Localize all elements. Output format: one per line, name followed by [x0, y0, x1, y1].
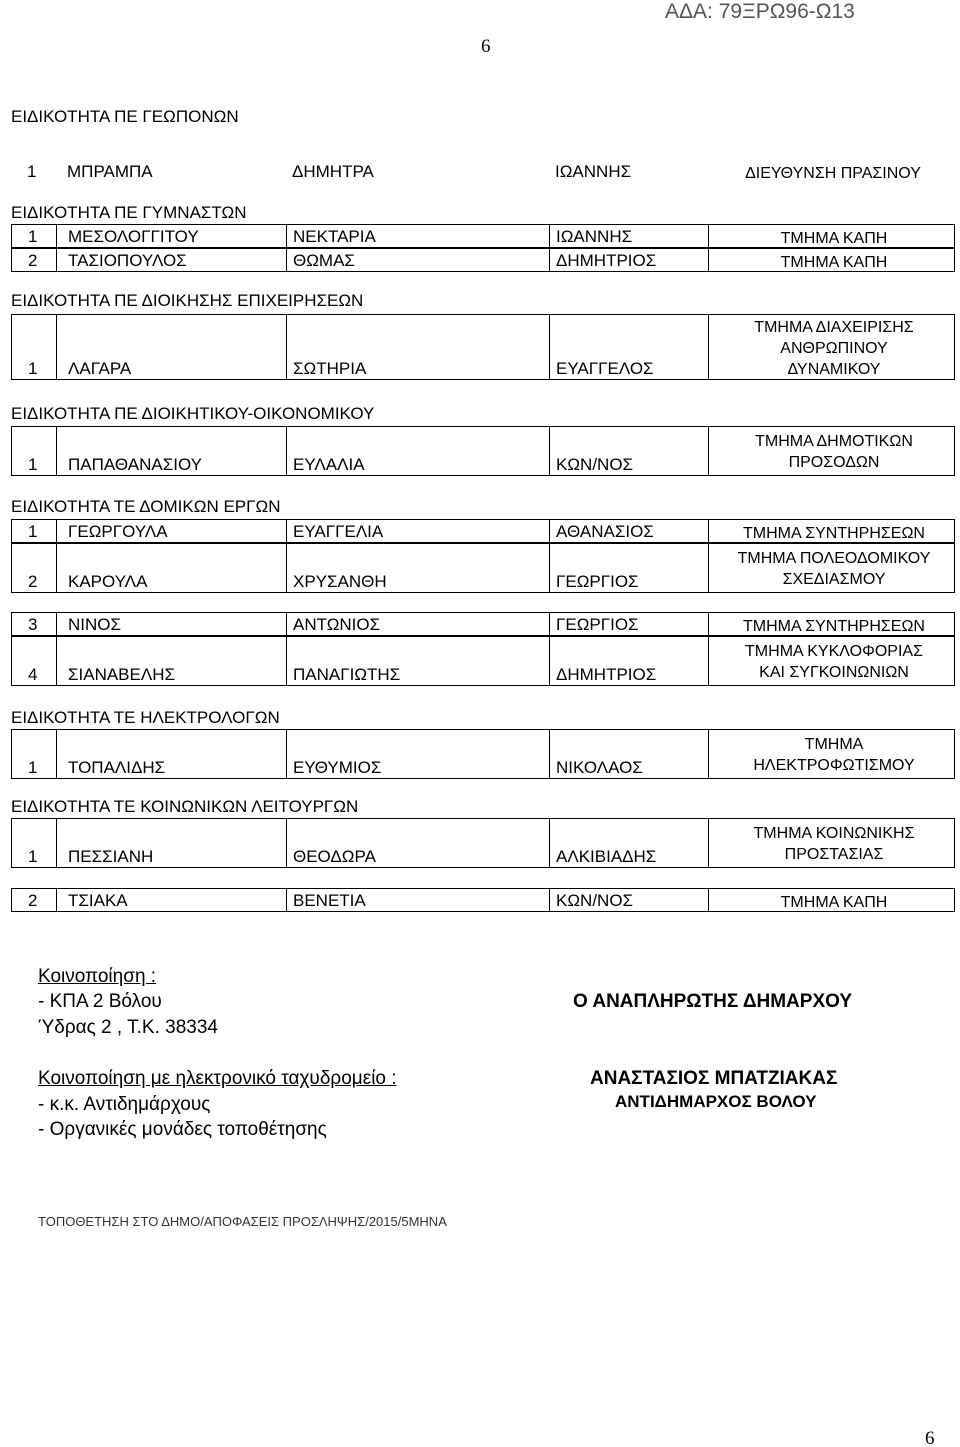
father-name-cell: ΔΗΜΗΤΡΙΟΣ	[556, 251, 657, 270]
row-number: 1	[28, 522, 38, 541]
column-divider	[286, 249, 287, 271]
ada-code: ΑΔΑ: 79ΞΡΩ96-Ω13	[665, 0, 855, 23]
column-divider	[549, 225, 550, 247]
department-cell: ΔΥΝΑΜΙΚΟΥ	[787, 361, 881, 378]
table-row	[11, 426, 955, 476]
table-row	[11, 818, 955, 868]
department-cell: ΠΡΟΣΤΑΣΙΑΣ	[784, 846, 884, 863]
email-notification-line: - κ.κ. Αντιδημάρχους	[38, 1094, 211, 1115]
column-divider	[56, 315, 57, 379]
column-divider	[549, 819, 550, 867]
father-name-cell: ΚΩΝ/ΝΟΣ	[556, 455, 634, 474]
table-row	[11, 314, 955, 380]
notification-line: Ύδρας 2 , Τ.Κ. 38334	[38, 1017, 218, 1038]
department-cell: ΑΝΘΡΩΠΙΝΟΥ	[780, 340, 888, 357]
row-number: 2	[28, 572, 38, 591]
column-divider	[286, 315, 287, 379]
first-name-cell: ΕΥΛΑΛΙΑ	[293, 455, 365, 474]
table-row	[11, 612, 955, 636]
surname-cell: ΠΑΠΑΘΑΝΑΣΙΟΥ	[68, 455, 202, 474]
table-row	[11, 636, 955, 686]
column-divider	[56, 427, 57, 475]
column-divider	[56, 889, 57, 911]
column-divider	[56, 520, 57, 542]
first-name-cell: ΧΡΥΣΑΝΘΗ	[293, 572, 387, 591]
surname-cell: ΜΠΡΑΜΠΑ	[67, 162, 153, 181]
notification-line: - ΚΠΑ 2 Βόλου	[38, 991, 162, 1012]
father-name-cell: ΓΕΩΡΓΙΟΣ	[556, 572, 639, 591]
father-name-cell: ΙΩΑΝΝΗΣ	[556, 227, 633, 246]
column-divider	[56, 819, 57, 867]
column-divider	[56, 544, 57, 592]
first-name-cell: ΣΩΤΗΡΙΑ	[293, 359, 367, 378]
section-title: ΕΙΔΙΚΟΤΗΤΑ ΠΕ ΔΙΟΙΚΗΣΗΣ ΕΠΙΧΕΙΡΗΣΕΩΝ	[11, 291, 364, 310]
father-name-cell: ΝΙΚΟΛΑΟΣ	[556, 758, 643, 777]
row-number: 1	[28, 758, 38, 777]
first-name-cell: ΝΕΚΤΑΡΙΑ	[293, 227, 376, 246]
first-name-cell: ΘΕΟΔΩΡΑ	[293, 847, 376, 866]
row-number: 1	[28, 359, 38, 378]
column-divider	[286, 613, 287, 635]
column-divider	[56, 637, 57, 685]
column-divider	[286, 637, 287, 685]
column-divider	[549, 889, 550, 911]
column-divider	[56, 249, 57, 271]
signature-title: ΑΝΤΙΔΗΜΑΡΧΟΣ ΒΟΛΟΥ	[615, 1092, 817, 1111]
first-name-cell: ΘΩΜΑΣ	[293, 251, 355, 270]
surname-cell: ΠΕΣΣΙΑΝΗ	[68, 847, 154, 866]
row-number: 3	[28, 615, 38, 634]
department-cell: ΔΙΕΥΘΥΝΣΗ ΠΡΑΣΙΝΟΥ	[745, 165, 921, 182]
email-notification-heading: Κοινοποίηση με ηλεκτρονικό ταχυδρομείο :	[38, 1068, 397, 1089]
surname-cell: ΤΟΠΑΛΙΔΗΣ	[68, 758, 166, 777]
department-cell: ΤΜΗΜΑ ΚΟΙΝΩΝΙΚΗΣ	[753, 825, 915, 842]
department-cell: ΤΜΗΜΑ ΠΟΛΕΟΔΟΜΙΚΟΥ	[737, 550, 931, 567]
surname-cell: ΜΕΣΟΛΟΓΓΙΤΟΥ	[68, 227, 199, 246]
surname-cell: ΛΑΓΑΡΑ	[68, 359, 132, 378]
department-cell: ΤΜΗΜΑ ΚΥΚΛΟΦΟΡΙΑΣ	[745, 643, 923, 660]
footer-path: ΤΟΠΟΘΕΤΗΣΗ ΣΤΟ ΔΗΜΟ/ΑΠΟΦΑΣΕΙΣ ΠΡΟΣΛΗΨΗΣ/2015/5ΜΗΝΑ	[38, 1214, 447, 1229]
surname-cell: ΣΙΑΝΑΒΕΛΗΣ	[68, 665, 176, 684]
row-number: 1	[28, 847, 38, 866]
father-name-cell: ΑΛΚΙΒΙΑΔΗΣ	[556, 847, 657, 866]
row-number: 2	[28, 891, 38, 910]
department-cell: ΤΜΗΜΑ ΚΑΠΗ	[780, 894, 888, 911]
row-number: 2	[28, 251, 38, 270]
row-number: 1	[27, 162, 37, 181]
father-name-cell: ΕΥΑΓΓΕΛΟΣ	[556, 359, 654, 378]
section-title: ΕΙΔΙΚΟΤΗΤΑ ΤΕ ΚΟΙΝΩΝΙΚΩΝ ΛΕΙΤΟΥΡΓΩΝ	[11, 797, 359, 816]
column-divider	[56, 730, 57, 778]
column-divider	[549, 315, 550, 379]
first-name-cell: ΔΗΜΗΤΡΑ	[292, 162, 374, 181]
row-number: 1	[28, 455, 38, 474]
father-name-cell: ΙΩΑΝΝΗΣ	[555, 162, 632, 181]
column-divider	[549, 427, 550, 475]
surname-cell: ΤΑΣΙΟΠΟΥΛΟΣ	[68, 251, 187, 270]
signature-role: Ο ΑΝΑΠΛΗΡΩΤΗΣ ΔΗΜΑΡΧΟΥ	[573, 991, 853, 1012]
table-row	[11, 248, 955, 272]
father-name-cell: ΓΕΩΡΓΙΟΣ	[556, 615, 639, 634]
department-cell: ΤΜΗΜΑ ΚΑΠΗ	[780, 254, 888, 271]
column-divider	[549, 544, 550, 592]
column-divider	[549, 637, 550, 685]
table-row	[11, 519, 955, 543]
table-row	[11, 729, 955, 779]
column-divider	[286, 544, 287, 592]
table-row	[11, 888, 955, 912]
first-name-cell: ΑΝΤΩΝΙΟΣ	[293, 615, 381, 634]
page-number-bottom: 6	[925, 1428, 935, 1447]
section-title: ΕΙΔΙΚΟΤΗΤΑ ΠΕ ΓΥΜΝΑΣΤΩΝ	[11, 203, 247, 222]
department-cell: ΚΑΙ ΣΥΓΚΟΙΝΩΝΙΩΝ	[759, 664, 909, 681]
first-name-cell: ΕΥΘΥΜΙΟΣ	[293, 758, 382, 777]
table-row	[11, 148, 955, 184]
department-cell: ΤΜΗΜΑ ΔΗΜΟΤΙΚΩΝ	[755, 433, 913, 450]
department-cell: ΤΜΗΜΑ ΣΥΝΤΗΡΗΣΕΩΝ	[743, 525, 925, 542]
column-divider	[286, 225, 287, 247]
section-title: ΕΙΔΙΚΟΤΗΤΑ ΠΕ ΓΕΩΠΟΝΩΝ	[11, 107, 239, 126]
column-divider	[286, 427, 287, 475]
section-title: ΕΙΔΙΚΟΤΗΤΑ ΤΕ ΗΛΕΚΤΡΟΛΟΓΩΝ	[11, 708, 280, 727]
surname-cell: ΤΣΙΑΚΑ	[68, 891, 128, 910]
department-cell: ΗΛΕΚΤΡΟΦΩΤΙΣΜΟΥ	[753, 757, 915, 774]
table-row	[11, 224, 955, 248]
first-name-cell: ΠΑΝΑΓΙΩΤΗΣ	[293, 665, 401, 684]
column-divider	[549, 520, 550, 542]
table-row	[11, 543, 955, 593]
department-cell: ΤΜΗΜΑ ΔΙΑΧΕΙΡΙΣΗΣ	[754, 319, 914, 336]
column-divider	[286, 520, 287, 542]
surname-cell: ΚΑΡΟΥΛΑ	[68, 572, 148, 591]
father-name-cell: ΚΩΝ/ΝΟΣ	[556, 891, 634, 910]
first-name-cell: ΒΕΝΕΤΙΑ	[293, 891, 366, 910]
father-name-cell: ΑΘΑΝΑΣΙΟΣ	[556, 522, 654, 541]
column-divider	[286, 889, 287, 911]
father-name-cell: ΔΗΜΗΤΡΙΟΣ	[556, 665, 657, 684]
column-divider	[549, 730, 550, 778]
section-title: ΕΙΔΙΚΟΤΗΤΑ ΠΕ ΔΙΟΙΚΗΤΙΚΟΥ-ΟΙΚΟΝΟΜΙΚΟΥ	[11, 404, 375, 423]
column-divider	[286, 730, 287, 778]
row-number: 1	[28, 227, 38, 246]
first-name-cell: ΕΥΑΓΓΕΛΙΑ	[293, 522, 384, 541]
surname-cell: ΝΙΝΟΣ	[68, 615, 122, 634]
row-number: 4	[28, 665, 38, 684]
column-divider	[549, 613, 550, 635]
email-notification-line: - Οργανικές μονάδες τοποθέτησης	[38, 1119, 327, 1140]
section-title: ΕΙΔΙΚΟΤΗΤΑ ΤΕ ΔΟΜΙΚΩΝ ΕΡΓΩΝ	[11, 497, 281, 516]
department-cell: ΤΜΗΜΑ ΣΥΝΤΗΡΗΣΕΩΝ	[743, 618, 925, 635]
department-cell: ΤΜΗΜΑ ΚΑΠΗ	[780, 230, 888, 247]
department-cell: ΤΜΗΜΑ	[804, 736, 864, 753]
column-divider	[549, 249, 550, 271]
column-divider	[56, 225, 57, 247]
surname-cell: ΓΕΩΡΓΟΥΛΑ	[68, 522, 168, 541]
column-divider	[56, 613, 57, 635]
page-number-top: 6	[481, 36, 491, 57]
department-cell: ΣΧΕΔΙΑΣΜΟΥ	[782, 571, 886, 588]
department-cell: ΠΡΟΣΟΔΩΝ	[788, 454, 880, 471]
column-divider	[286, 819, 287, 867]
signature-name: ΑΝΑΣΤΑΣΙΟΣ ΜΠΑΤΖΙΑΚΑΣ	[590, 1068, 838, 1089]
notification-heading: Κοινοποίηση :	[38, 966, 157, 987]
